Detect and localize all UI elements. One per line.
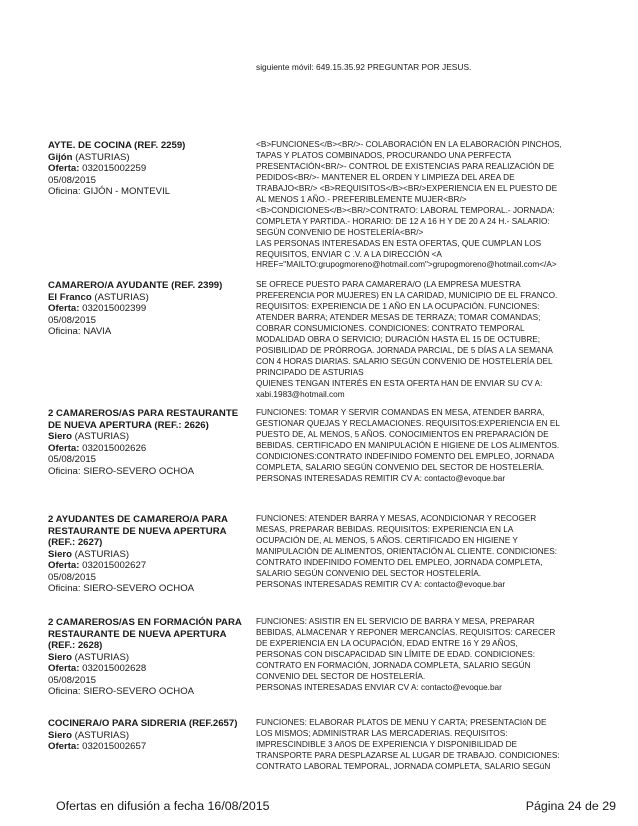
oferta-number: 032015002259 bbox=[82, 163, 147, 174]
oferta-number: 032015002399 bbox=[82, 303, 147, 314]
oferta-label: Oferta: bbox=[48, 741, 80, 752]
oficina-label: Oficina: bbox=[48, 186, 81, 197]
offer-title: 2 AYUDANTES DE CAMARERO/A PARA RESTAURANTE DE NUEVA APERTURA (REF.: 2627) bbox=[48, 514, 228, 548]
oficina-name: GIJÓN - MONTEVIL bbox=[83, 186, 171, 197]
footer-date-note: Ofertas en difusión a fecha 16/08/2015 bbox=[56, 799, 270, 813]
offer-date: 05/08/2015 bbox=[48, 674, 97, 686]
oferta-label: Oferta: bbox=[48, 560, 80, 571]
oficina-label: Oficina: bbox=[48, 465, 81, 477]
offer-description: SE OFRECE PUESTO PARA CAMARERA/O (LA EMPRESA MUESTRA PREFERENCIA POR MUJERES) EN LA CARIDAD, MUNICIPIO DE EL FRANCO. REQUISITOS: EXPERIENCIA DE 1 AÑO EN LA OCUPACIÓN. FUNCIONES: ATENDER BARRA; ATENDER MESAS DE TERRAZA; TOMAR COMANDAS; COBRAR CONSUMICIONES. CONDICIONES: CONTRATO TEMPORAL MODALIDAD OBRA O SERVICIO; DURACIÓN HASTA EL 15 DE OCTUBRE; POSIBILIDAD DE PRÓRROGA. JORNADA PARCIAL, DE 5 DÍAS A LA SEMANA CON 4 HORAS DIARIAS. SALARIO SEGÚN CONVENIO DE HOSTELERÍA DEL PRINCIPADO DE ASTURIAS QUIENES TENGAN INTERÉS EN ESTA OFERTA HAN DE ENVIAR SU CV A: xabi.1983@hotmail.com bbox=[256, 280, 558, 399]
offer-description: FUNCIONES: TOMAR Y SERVIR COMANDAS EN MESA, ATENDER BARRA, GESTIONAR QUEJAS Y RECLAMACIONES. REQUISITOS:EXPERIENCIA EN EL PUESTO DE, AL MENOS, 5 AÑOS. CONOCIMIENTOS EN PREPARACIÓN DE BEBIDAS. CERTIFICADO EN MANIPULACIÓN E HIGIENE DE LOS ALIMENTOS. CONDICIONES:CONTRATO INDEFINIDO FOMENTO DEL EMPLEO, JORNADA COMPLETA, SALARIO SEGÚN CONVENIO DEL SECTOR DE HOSTELERÍA. PERSONAS INTERESADAS REMITIR CV A: contacto@evoque.bar bbox=[256, 408, 560, 483]
oferta-label: Oferta: bbox=[48, 163, 80, 174]
oferta-number: 032015002657 bbox=[82, 741, 147, 752]
offer-description: FUNCIONES: ATENDER BARRA Y MESAS, ACONDICIONAR Y RECOGER MESAS, PREPARAR BEBIDAS. REQUISITOS: EXPERIENCIA EN LA OCUPACIÓN DE, AL MENOS, 5 AÑOS. CERTIFICADO EN HIGIENE Y MANIPULACIÓN DE ALIMENTOS, ORIENTACIÓN AL CLIENTE. CONDICIONES: CONTRATO INDEFINIDO FOMENTO DEL EMPLEO, JORNADA COMPLETA, SALARIO SEGÚN CONVENIO DEL SECTOR HOSTELERÍA. PERSONAS INTERESADAS REMITIR CV A: contacto@evoque.bar bbox=[256, 514, 558, 589]
offer-summary bbox=[48, 617, 248, 698]
offer-summary bbox=[48, 514, 248, 595]
oferta-number: 032015002627 bbox=[82, 560, 147, 571]
offer-place: Siero bbox=[48, 651, 72, 663]
offer-date: 05/08/2015 bbox=[48, 571, 97, 583]
offer-title: COCINERA/O PARA SIDRERIA (REF.2657) bbox=[48, 718, 238, 729]
oficina-label: Oficina: bbox=[48, 583, 81, 594]
offer-summary bbox=[48, 718, 248, 753]
offer-region: (ASTURIAS) bbox=[74, 651, 130, 663]
continuation-text: siguiente móvil: 649.15.35.92 PREGUNTAR POR JESUS. bbox=[256, 62, 472, 72]
offer-place: Siero bbox=[48, 431, 72, 442]
offer-date: 05/08/2015 bbox=[48, 454, 97, 465]
offer-place: El Franco bbox=[48, 291, 92, 303]
offer-date: 05/08/2015 bbox=[48, 314, 97, 326]
offer-region: (ASTURIAS) bbox=[75, 151, 130, 163]
offer-summary bbox=[48, 280, 248, 338]
oferta-label: Oferta: bbox=[48, 442, 80, 454]
oficina-name: SIERO-SEVERO OCHOA bbox=[83, 686, 195, 697]
offer-date: 05/08/2015 bbox=[48, 174, 97, 186]
page-number: Página 24 de 29 bbox=[525, 799, 616, 813]
offer-description: FUNCIONES: ASISTIR EN EL SERVICIO DE BARRA Y MESA, PREPARAR BEBIDAS, ALMACENAR Y REPONER MERCANCÍAS. REQUISITOS: CARECER DE EXPERIENCIA EN LA OCUPACIÓN, EDAD ENTRE 16 Y 29 AÑOS, PERSONAS CON DISCAPACIDAD SIN LÍMITE DE EDAD. CONDICIONES: CONTRATO EN FORMACIÓN, JORNADA COMPLETA, SALARIO SEGÚN CONVENIO DEL SECTOR DE HOSTELERÍA. PERSONAS INTERESADAS ENVIAR CV A: contacto@evoque.bar bbox=[256, 617, 556, 692]
offer-summary bbox=[48, 140, 248, 198]
oficina-name: SIERO-SEVERO OCHOA bbox=[83, 583, 195, 594]
offer-place: Siero bbox=[48, 729, 72, 741]
offer-description: FUNCIONES: ELABORAR PLATOS DE MENU Y CARTA; PRESENTACIóN DE LOS MISMOS; ADMINISTRAR LAS MERCADERIAS. REQUISITOS: IMPRESCINDIBLE 3 AñOS DE EXPERIENCIA Y DISPONIBILIDAD DE TRANSPORTE PARA DESPLAZARSE AL LUGAR DE TRABAJO. CONDICIONES: CONTRATO LABORAL TEMPORAL, JORNADA COMPLETA, SALARIO SEGúN bbox=[256, 718, 560, 771]
oferta-number: 032015002628 bbox=[82, 663, 147, 674]
offer-title: CAMARERO/A AYUDANTE (REF. 2399) bbox=[48, 280, 223, 291]
oficina-name: SIERO-SEVERO OCHOA bbox=[83, 465, 195, 477]
oferta-label: Oferta: bbox=[48, 303, 80, 314]
oferta-number: 032015002626 bbox=[82, 442, 147, 454]
oficina-name: NAVIA bbox=[83, 326, 112, 337]
offer-title: 2 CAMAREROS/AS EN FORMACIÓN PARA RESTAURANTE DE NUEVA APERTURA (REF.: 2628) bbox=[48, 617, 242, 651]
offer-description: <B>FUNCIONES</B><BR/>- COLABORACIÓN EN LA ELABORACIÓN PINCHOS, TAPAS Y PLATOS COMBINADOS, PROCURANDO UNA PERFECTA PRESENTACIÓN<BR/>- CONTROL DE EXISTENCIAS PARA REALIZACIÓN DE PEDIDOS<BR/>- MANTENER EL ORDEN Y LIMPIEZA DEL AREA DE TRABAJO<BR/> <B>REQUISITOS</B><BR/>EXPERIENCIA EN EL PUESTO DE AL MENOS 1 AÑO.- PREFERIBLEMENTE MUJER<BR/> <B>CONDICIONES</B><BR/>CONTRATO: LABORAL TEMPORAL.- JORNADA: COMPLETA Y PARTIDA.- HORARIO: DE 12 A 16 H Y DE 20 A 24 H.- SALARIO: SEGÚN CONVENIO DE HOSTELERÍA<BR/> LAS PERSONAS INTERESADAS EN ESTA OFERTAS, QUE CUMPLAN LOS REQUISITOS, ENVIAR C .V. A LA DIRECCIÓN <A HREF="MAILTO:grupogmoreno@hotmail.com">grupogmoreno@hotmail.com</A> bbox=[256, 140, 562, 270]
offer-place: Siero bbox=[48, 548, 72, 560]
offer-region: (ASTURIAS) bbox=[74, 729, 130, 741]
offer-region: (ASTURIAS) bbox=[74, 431, 130, 442]
offer-place: Gijón bbox=[48, 151, 73, 163]
offer-summary bbox=[48, 408, 248, 477]
oficina-label: Oficina: bbox=[48, 326, 81, 337]
offer-title: AYTE. DE COCINA (REF. 2259) bbox=[48, 140, 186, 151]
offer-title: 2 CAMAREROS/AS PARA RESTAURANTE DE NUEVA APERTURA (REF.: 2626) bbox=[48, 408, 239, 431]
oferta-label: Oferta: bbox=[48, 663, 80, 674]
offer-region: (ASTURIAS) bbox=[94, 291, 149, 303]
oficina-label: Oficina: bbox=[48, 686, 81, 697]
offer-region: (ASTURIAS) bbox=[74, 548, 130, 560]
